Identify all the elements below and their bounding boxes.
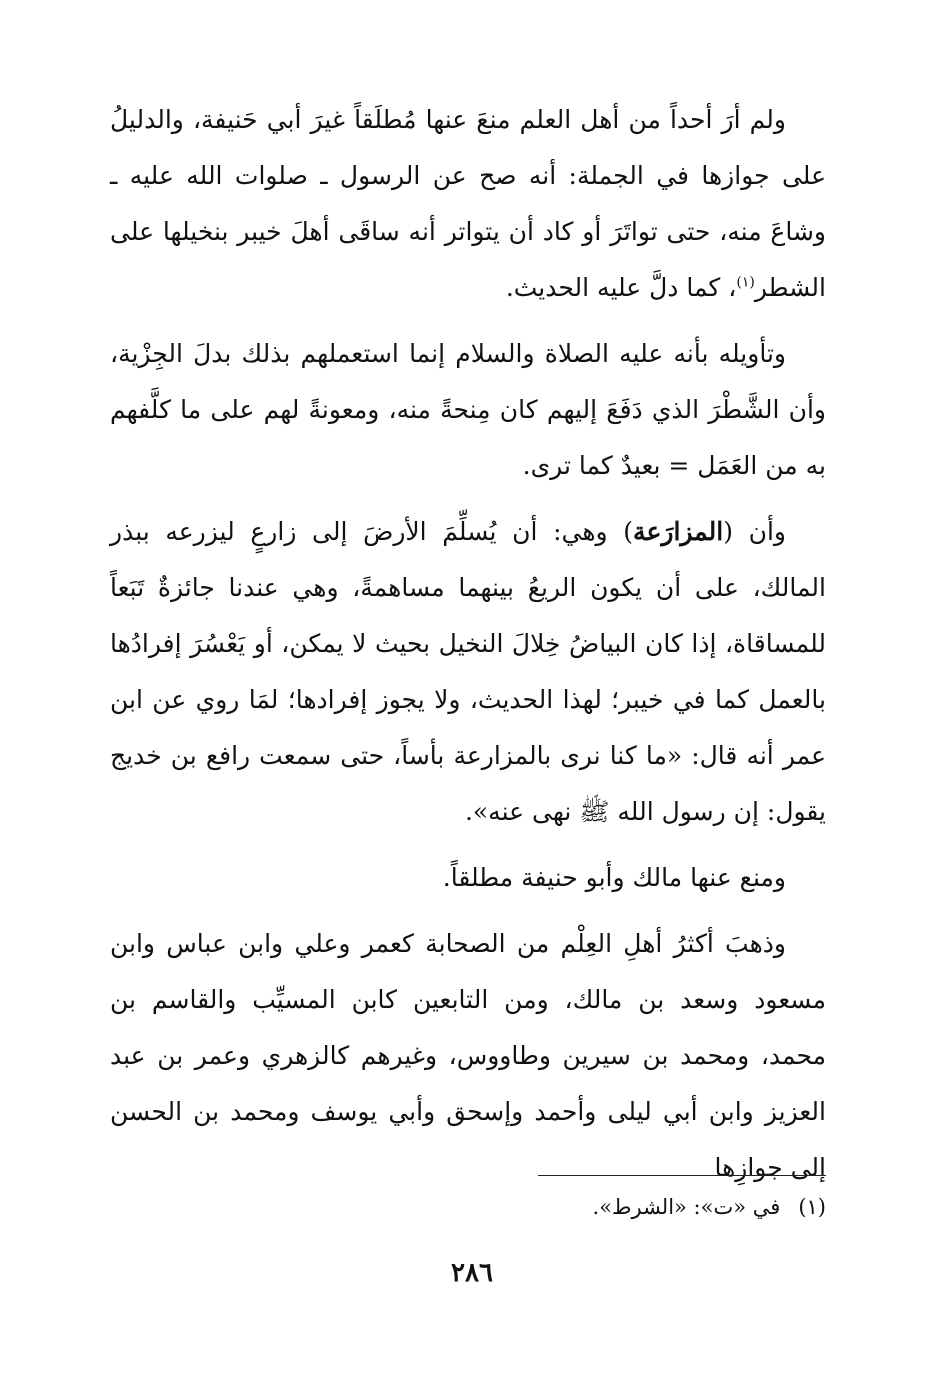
footnote [500,1190,826,1224]
paragraph-5 [110,916,826,1196]
main-text [110,92,826,1206]
footnote-reference: (١) [736,274,755,291]
paragraph-3-lead: وأن ( [723,517,787,546]
paragraph-2 [110,326,826,494]
paragraph-3-term: المزارَعة [633,517,724,546]
paragraph-1 [110,92,826,316]
paragraph-4 [110,850,826,906]
footnote-divider [538,1175,826,1176]
footnote-number: (١) [798,1195,826,1219]
paragraph-1-tail: ، كما دلَّ عليه الحديث. [505,273,737,302]
paragraph-1-text: ولم أرَ أحداً من أهل العلم منعَ عنها مُطلَقاً غيرَ أبي حَنيفة، والدليلُ على جوازها في الجملة: أنه صح عن الرسول ـ صلوات الله عليه ـ وشاعَ منه، حتى تواتَرَ أو كاد أن يتواتر أنه ساقَى أهلَ خيبر بنخيلها على الشطر [110,105,826,302]
page-number: ٢٨٦ [451,1258,493,1288]
footnote-text: في «ت»: «الشرط». [592,1195,781,1219]
paragraph-3-text: ) وهي: أن يُسلِّمَ الأرضَ إلى زارعٍ ليزرعه ببذر المالك، على أن يكون الريعُ بينهما مساهمةً، وهي عندنا جائزةٌ تَبَعاً للمساقاة، إذا كان البياضُ خِلالَ النخيل بحيث لا يمكن، أو يَعْسُرَ إفرادُها بالعمل كما في خيبر؛ لهذا الحديث، ولا يجوز إفرادها؛ لمَا روي عن ابن عمر أنه قال: «ما كنا نرى بالمزارعة بأساً، حتى سمعت رافع بن خديج يقول: إن رسول الله ﷺ نهى عنه». [110,517,826,826]
paragraph-5-text: وذهبَ أكثرُ أهلِ العِلْم من الصحابة كعمر وعلي وابن عباس وابن مسعود وسعد بن مالك، ومن التابعين كابن المسيِّب والقاسم بن محمد، ومحمد بن سيرين وطاووس، وغيرهم كالزهري وعمر بن عبد العزيز وابن أبي ليلى وأحمد وإسحق وأبي يوسف ومحمد بن الحسن إلى جوازِها [110,929,826,1182]
paragraph-3 [110,504,826,840]
paragraph-4-text: ومنع عنها مالك وأبو حنيفة مطلقاً. [442,863,786,892]
paragraph-2-text: وتأويله بأنه عليه الصلاة والسلام إنما استعملهم بذلك بدلَ الجِزْية، وأن الشَّطْرَ الذي دَفَعَ إليهم كان مِنحةً منه، ومعونةً لهم على ما كلَّفهم به من العَمَل = بعيدٌ كما ترى. [110,339,826,480]
